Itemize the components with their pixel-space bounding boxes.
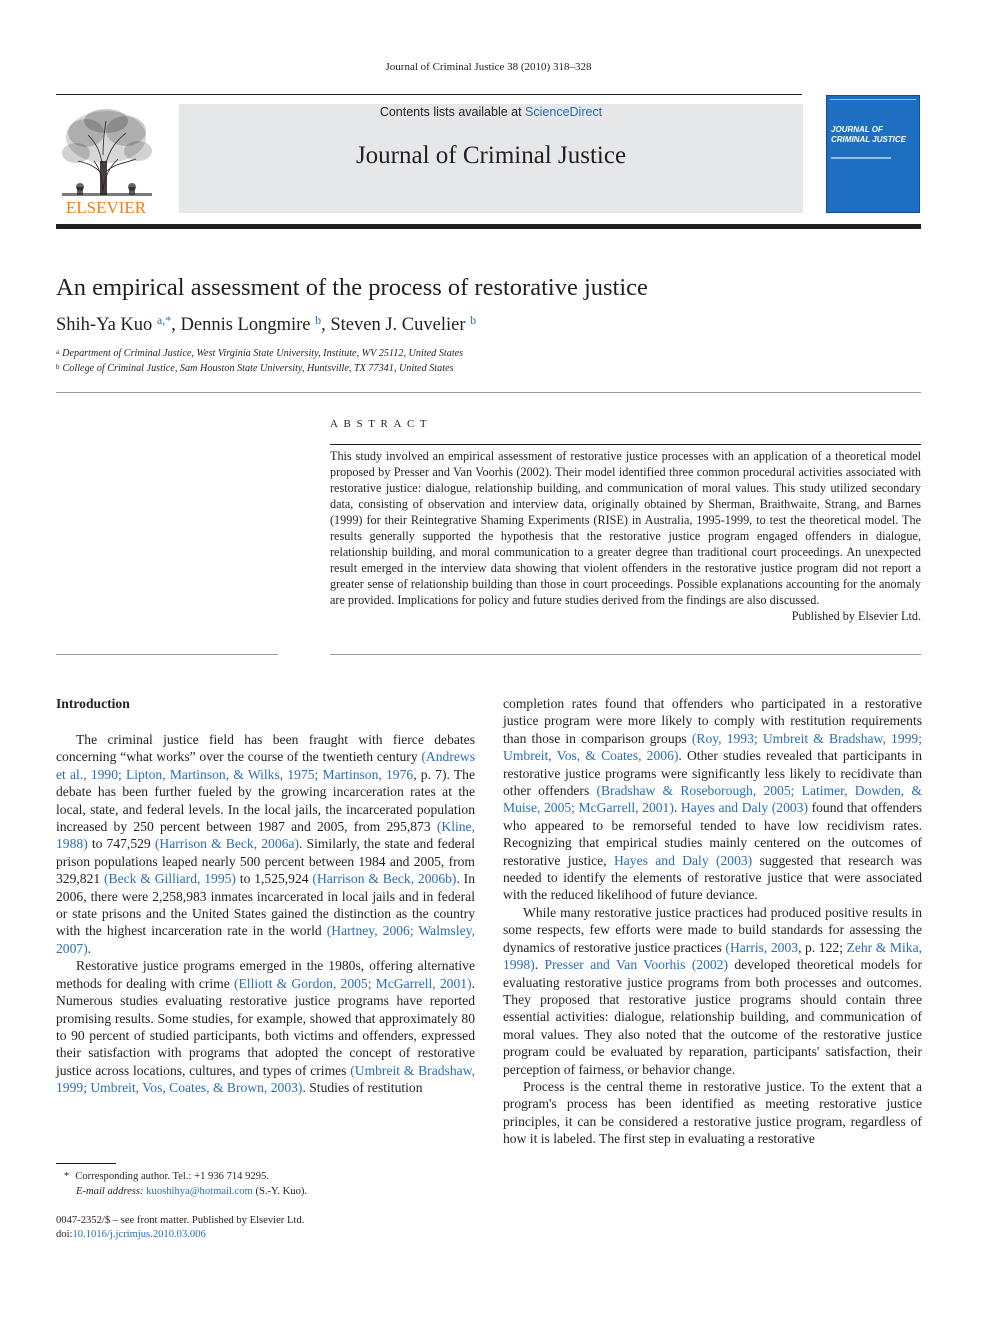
author-affiliation-mark[interactable]: b xyxy=(470,313,477,327)
body-text: , p. 122; xyxy=(798,939,847,955)
body-column-right xyxy=(503,695,922,1148)
body-paragraph xyxy=(56,957,475,1096)
footnote-email xyxy=(56,1186,307,1197)
section-heading: Introduction xyxy=(56,696,130,711)
citation-link[interactable]: (Elliott & Gordon, 2005; McGarrell, 2001) xyxy=(233,975,472,991)
contents-line xyxy=(179,105,803,119)
body-text: . In 2006, there were 2,258,983 inmates incarcerated in local jails and in federal or state prisons and the United States gained the distinction as the country with the highest incarceration rate in the world xyxy=(56,871,475,939)
citation-link[interactable]: (Harrison & Beck, 2006a) xyxy=(154,836,299,852)
citation-link[interactable]: Zehr & Mika, 1998) xyxy=(503,939,923,973)
body-text: . Similarly, the state and federal prison populations leaped nearly 500 percent between 1984 and 2005, from 329,821 xyxy=(56,836,475,887)
citation-link[interactable]: (Umbreit & Bradshaw, 1999; Umbreit, Vos, Coates, & Brown, 2003) xyxy=(56,1062,475,1096)
body-text: . Studies of restitution xyxy=(302,1080,423,1096)
body-text: . xyxy=(673,800,681,816)
author-list: Shih-Ya Kuo $^{a,*}$, Dennis Longmire $^b$, Steven J. Cuvelier $^b$ xyxy=(56,313,477,335)
abstract-body: This study involved an empirical assessment of restorative justice processes with an application of a theoretical model proposed by Presser and Van Voorhis (2002). Their model identified three common procedural activities associated with restorative justice: dialogue, relationship building, and communication of moral values. This study utilized secondary data, consisting of observation and interview data, originally obtained by Sherman, Braithwaite, Strang, and Barnes (1999) for their Reintegrative Shaming Experiments (RISE) in Australia, 1995-1999, to test the theoretical model. The results generally supported the hypothesis that the restorative justice program engaged offenders in dialogue, relationship building, and moral communication to a greater degree than traditional court proceedings. An unexpected result emerged in the interview data showing that violent offenders in the restorative justice program did not report a greater sense of relationship building than those in court proceedings. Possible explanations accounting for the anomaly are provided. Implications for policy and future studies derived from the findings are also discussed. xyxy=(330,449,921,607)
affiliation-b xyxy=(56,363,454,374)
footnote-rule xyxy=(56,1163,116,1164)
journal-banner xyxy=(179,104,803,213)
citation-link[interactable]: Hayes and Daly (2003) xyxy=(680,800,808,816)
body-paragraph xyxy=(503,1078,922,1148)
citation-link[interactable]: Hayes and Daly (2003) xyxy=(613,852,753,868)
citation-link[interactable]: (Hartney, 2006; Walmsley, 2007) xyxy=(56,923,475,956)
author-name[interactable]: Shih-Ya Kuo xyxy=(56,315,153,335)
abstract-top-rule xyxy=(330,444,921,445)
elsevier-wordmark: ELSEVIER xyxy=(65,198,147,215)
footnote-corresponding xyxy=(56,1171,269,1182)
footnote-mark: * xyxy=(64,1171,70,1182)
body-text: . Numerous studies evaluating restorative justice programs have reported promising results. Some studies, for example, showed that approximately 80 to 90 percent of studied participants, both victims and offenders, expressed their satisfaction with programs that adopted the concept of restorative justice across locations, cultures, and types of crimes xyxy=(56,975,476,1078)
elsevier-tree-icon xyxy=(56,103,157,215)
body-text: . Other studies revealed that participants in restorative justice programs were significantly less likely to recidivate than other offenders xyxy=(503,748,922,799)
body-text: , p. 7). The debate has been further fueled by the growing incarceration rates at the local, state, and federal levels. In the local jails, the incarcerated population increased by 250 percent between 1987 and 2005, from 295,873 xyxy=(56,766,475,835)
email-label: E-mail address: xyxy=(76,1186,147,1197)
affiliation-text: Department of Criminal Justice, West Virginia State University, Institute, WV 25112, United States xyxy=(62,348,464,359)
body-text: to 747,529 xyxy=(87,836,155,852)
divider xyxy=(330,654,921,655)
author-name[interactable]: Steven J. Cuvelier xyxy=(330,315,466,335)
corresponding-text: Corresponding author. Tel.: +1 936 714 9295. xyxy=(75,1171,269,1182)
sciencedirect-link[interactable]: ScienceDirect xyxy=(525,105,603,119)
affiliation-a xyxy=(56,348,463,359)
body-text: . xyxy=(534,957,545,973)
footnote-issn: 0047-2352/$ – see front matter. Published by Elsevier Ltd. xyxy=(56,1215,305,1226)
citation-link[interactable]: (Beck & Gilliard, 1995) xyxy=(104,871,236,887)
citation-link[interactable]: (Bradshaw & Roseborough, 2005; Latimer, Dowden, & Muise, 2005; McGarrell, 2001) xyxy=(503,783,922,816)
body-paragraph xyxy=(56,731,475,957)
body-text: . xyxy=(87,940,92,956)
body-text: The criminal justice field has been fraught with fierce debates concerning “what works” over the course of the twentieth century xyxy=(56,732,475,765)
divider xyxy=(56,654,278,655)
body-paragraph xyxy=(503,904,922,1078)
citation-link[interactable]: (Kline, 1988) xyxy=(56,819,475,852)
body-text: Process is the central theme in restorative justice. To the extent that a program's process has been identified as meeting restorative justice principles, it can be considered a restorative justice program, regardless of how it is labeled. The first step in evaluating a restorative xyxy=(503,1078,922,1147)
body-text: found that offenders who appeared to be remorseful tended to have low recidivism rates. Recognizing that empirical studies mainly centered on the outcomes of restorative justice, xyxy=(503,800,922,868)
doi-link[interactable]: 10.1016/j.jcrimjus.2010.03.006 xyxy=(72,1229,206,1240)
affiliation-mark: b xyxy=(56,363,60,371)
body-text: developed theoretical models for evaluating restorative justice programs from both processes and outcomes. They proposed that restorative justice programs should contain three essential activities: dialogue, relationship building, and communication of moral values. They also noted that the outcome of the restorative justice program could be evaluated by reparation, participants' satisfaction, their perception of fairness, or behavior change. xyxy=(503,957,923,1077)
body-column-left xyxy=(56,731,475,1097)
author-name[interactable]: Dennis Longmire xyxy=(180,315,311,335)
body-text: suggested that research was needed to identify the elements of restorative justice that were associated with the reduced likelihood of future deviance. xyxy=(503,852,922,903)
body-text: Restorative justice programs emerged in the 1980s, offering alternative methods for dealing with crime xyxy=(56,958,475,991)
cover-header-strip xyxy=(830,99,916,103)
article-title: An empirical assessment of the process of restorative justice xyxy=(56,274,648,301)
body-paragraph xyxy=(503,695,922,904)
email-link[interactable]: kuoshihya@hotmail.com xyxy=(146,1186,253,1197)
journal-cover[interactable] xyxy=(826,95,920,213)
footnote-doi xyxy=(56,1229,206,1240)
divider xyxy=(56,392,921,393)
body-text: completion rates found that offenders who participated in a restorative justice program were more likely to comply with restitution requirements than those in comparison groups xyxy=(503,696,922,746)
running-head: Journal of Criminal Justice 38 (2010) 318–328 xyxy=(385,61,592,73)
citation-link[interactable]: (Harrison & Beck, 2006b) xyxy=(312,871,457,887)
citation-link[interactable]: (Andrews et al., 1990; Lipton, Martinson, & Wilks, 1975; Martinson, 1976 xyxy=(56,749,475,782)
cover-title: JOURNAL OF CRIMINAL JUSTICE xyxy=(831,125,906,144)
body-text: to 1,525,924 xyxy=(235,871,313,887)
author-affiliation-mark[interactable]: a,* xyxy=(156,313,172,327)
citation-link[interactable]: (Harris, 2003 xyxy=(725,939,799,955)
abstract-block xyxy=(330,448,921,624)
affiliation-text: College of Criminal Justice, Sam Houston State University, Huntsville, TX 77341, United States xyxy=(62,363,454,374)
header-rule xyxy=(56,94,802,95)
journal-name[interactable]: Journal of Criminal Justice xyxy=(355,142,627,169)
citation-link[interactable]: Presser and Van Voorhis (2002) xyxy=(544,957,729,973)
body-text: While many restorative justice practices had produced positive results in some respects, few efforts were made to build standards for assessing the dynamics of restorative justice practices xyxy=(503,904,922,955)
abstract-heading: ABSTRACT xyxy=(330,418,433,430)
elsevier-logo xyxy=(56,103,157,215)
citation-link[interactable]: (Roy, 1993; Umbreit & Bradshaw, 1999; Umbreit, Vos, & Coates, 2006) xyxy=(503,730,922,764)
abstract-copyright: Published by Elsevier Ltd. xyxy=(791,609,921,623)
contents-prefix: Contents lists available at xyxy=(379,105,526,119)
email-suffix: (S.-Y. Kuo). xyxy=(252,1186,308,1197)
author-affiliation-mark[interactable]: b xyxy=(315,313,322,327)
affiliation-mark: a xyxy=(56,348,60,356)
doi-label: doi: xyxy=(56,1229,73,1240)
header-thick-rule xyxy=(56,224,921,229)
cover-subtitle-bar xyxy=(831,157,891,159)
